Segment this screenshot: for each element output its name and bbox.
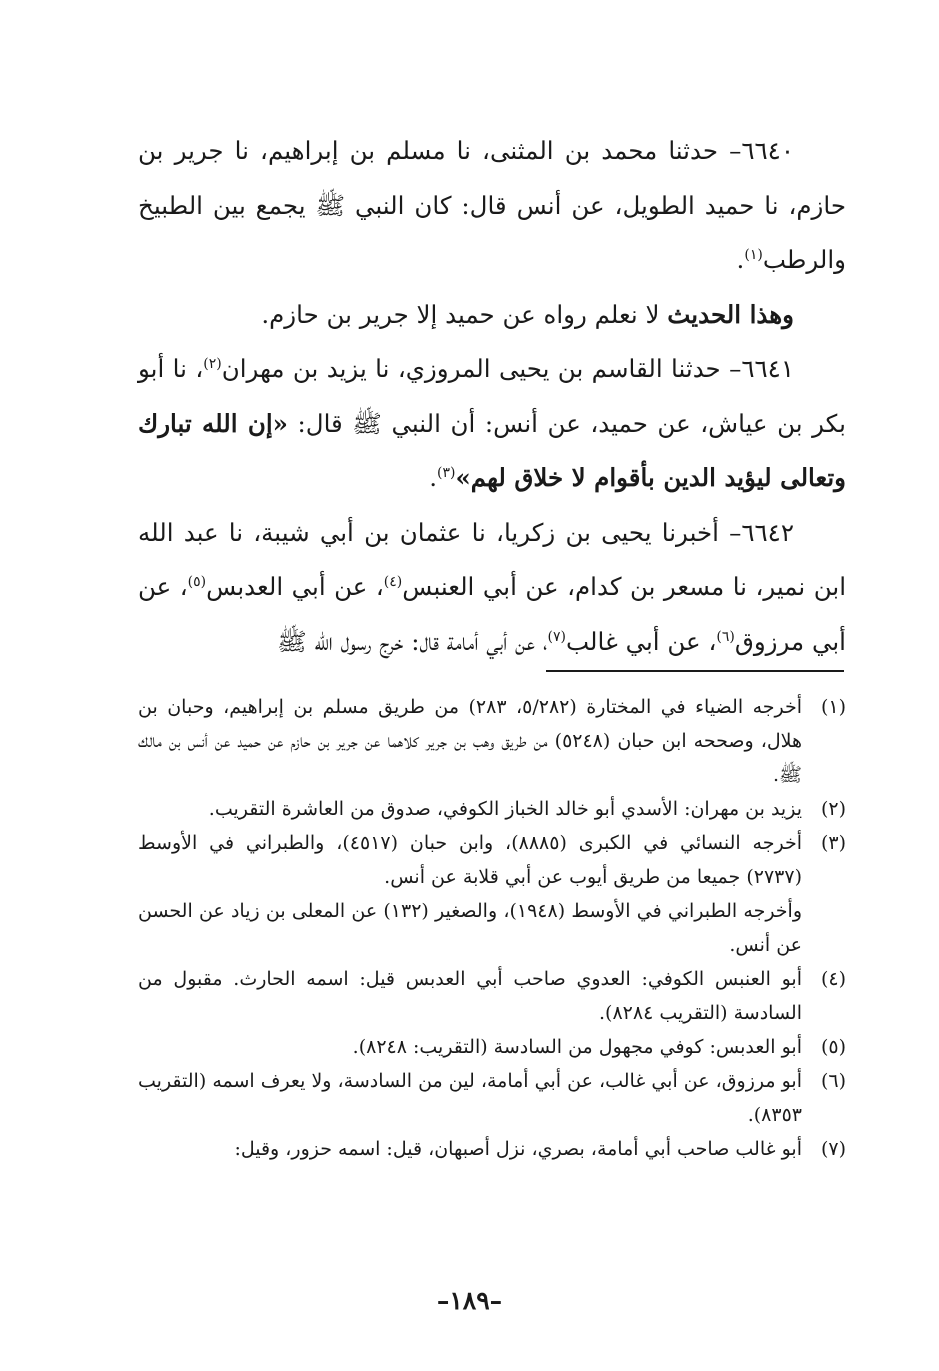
footnote-line: أبو مرزوق، عن أبي غالب، عن أبي أمامة، لين من السادسة، ولا يعرف اسمه (التقريب ٨٣٥٣).: [138, 1070, 802, 1126]
hadith-6640: [138, 124, 846, 288]
footnote-ref-2: (٢): [203, 355, 222, 372]
footnote-ref-4: (٤): [383, 573, 403, 590]
footnote-line: أخرجه النسائي في الكبرى (٨٨٨٥)، وابن حبان (٤٥١٧)، والطبراني في الأوسط (٢٧٣٧) جميعا من طريق أيوب عن أبي قلابة عن أنس.: [138, 832, 802, 888]
comment-rest: لا نعلم رواه عن حميد إلا جرير بن حازم.: [261, 299, 668, 329]
comment-bold: وهذا الحديث: [667, 299, 794, 329]
footnote-ref-7: (٧): [547, 628, 566, 645]
footnote-4: [138, 962, 846, 1030]
footnote-line: أبو العدبس: كوفي مجهول من السادسة (التقريب: ٨٢٤٨).: [352, 1036, 802, 1058]
footnote-number: (٣): [820, 832, 846, 854]
footnote-3: [138, 826, 846, 962]
footnote-separator: [546, 670, 844, 672]
footnote-number: (٢): [820, 798, 846, 820]
footnote-5: [138, 1030, 846, 1064]
hadith-6642-part2: ، عن أبي العدبس: [206, 572, 384, 601]
hadith-6640-end: .: [736, 245, 745, 274]
footnote-number: (٧): [820, 1138, 846, 1160]
footnote-1: [138, 690, 846, 792]
footnote-number: (٦): [820, 1070, 846, 1092]
footnote-2: [138, 792, 846, 826]
footnote-ref-5: (٥): [187, 573, 207, 590]
footnote-line: وأخرجه الطبراني في الأوسط (١٩٤٨)، والصغير (١٣٢) عن المعلى بن زياد عن الحسن عن أنس.: [138, 900, 802, 956]
footnote-7: [138, 1132, 846, 1166]
footnote-line: يزيد بن مهران: الأسدي أبو خالد الخباز الكوفي، صدوق من العاشرة التقريب.: [208, 798, 802, 820]
footnote-line: أبو العنبس الكوفي: العدوي صاحب أبي العدبس قيل: اسمه الحارث. مقبول من السادسة (التقريب ٨٢٨٤).: [138, 968, 802, 1024]
hadith-6642-part4: ، عن أبي غالب: [565, 626, 717, 656]
hadith-6642-part3: ، عن أبي مرزوق: [138, 572, 846, 656]
hadith-6641-quote: «إن الله تبارك وتعالى ليؤيد الدين بأقوام لا خلاق لهم»: [138, 408, 846, 492]
hadith-6641-part1: ٦٦٤١– حدثنا القاسم بن يحيى المروزي، نا يزيد بن مهران: [221, 354, 794, 383]
footnote-number: (٥): [820, 1036, 846, 1058]
footnote-ref-3: (٣): [436, 464, 456, 481]
hadith-6641-end: .: [429, 463, 437, 492]
page-number: –١٨٩–: [436, 1286, 503, 1315]
footnote-6: [138, 1064, 846, 1132]
footnote-line: أبو غالب صاحب أبي أمامة، بصري، نزل أصبهان، قيل: اسمه حزور، وقيل:: [234, 1138, 802, 1160]
hadith-6642: [138, 506, 846, 670]
footnote-ref-1: (١): [744, 246, 763, 263]
footnote-number: (١): [820, 696, 846, 718]
hadith-6642-part5: ، عن أبي أمامة قال: خرج رسول الله ﷺ: [277, 626, 548, 656]
hadith-6641-part2: ، نا أبو بكر بن عياش، عن حميد، عن أنس: أن النبي ﷺ قال:: [138, 354, 847, 438]
footnote-ref-6: (٦): [716, 628, 735, 645]
footnote-line: أخرجه الضياء في المختارة (٥/٢٨٢، ٢٨٣) من طريق مسلم بن إبراهيم، وحبان بن هلال، وصححه ابن حبان (٥٢٤٨) من طريق وهب بن جرير كلاهما عن جرير بن حازم عن حميد عن أنس بن مالك ﷺ.: [138, 696, 803, 786]
hadith-6641: [138, 342, 846, 506]
footnote-number: (٤): [820, 968, 846, 990]
hadith-6640-text: ٦٦٤٠– حدثنا محمد بن المثنى، نا مسلم بن إبراهيم، نا جرير بن حازم، نا حميد الطويل، عن أنس قال: كان النبي ﷺ يجمع بين الطبيخ والرطب: [138, 136, 846, 274]
hadith-6640-comment: [138, 288, 846, 343]
footnotes: [138, 690, 846, 1166]
main-text: [138, 124, 846, 669]
hadith-6642-part1: ٦٦٤٢– أخبرنا يحيى بن زكريا، نا عثمان بن أبي شيبة، نا عبد الله ابن نمير، نا مسعر بن كدام، عن أبي العنبس: [138, 517, 847, 601]
